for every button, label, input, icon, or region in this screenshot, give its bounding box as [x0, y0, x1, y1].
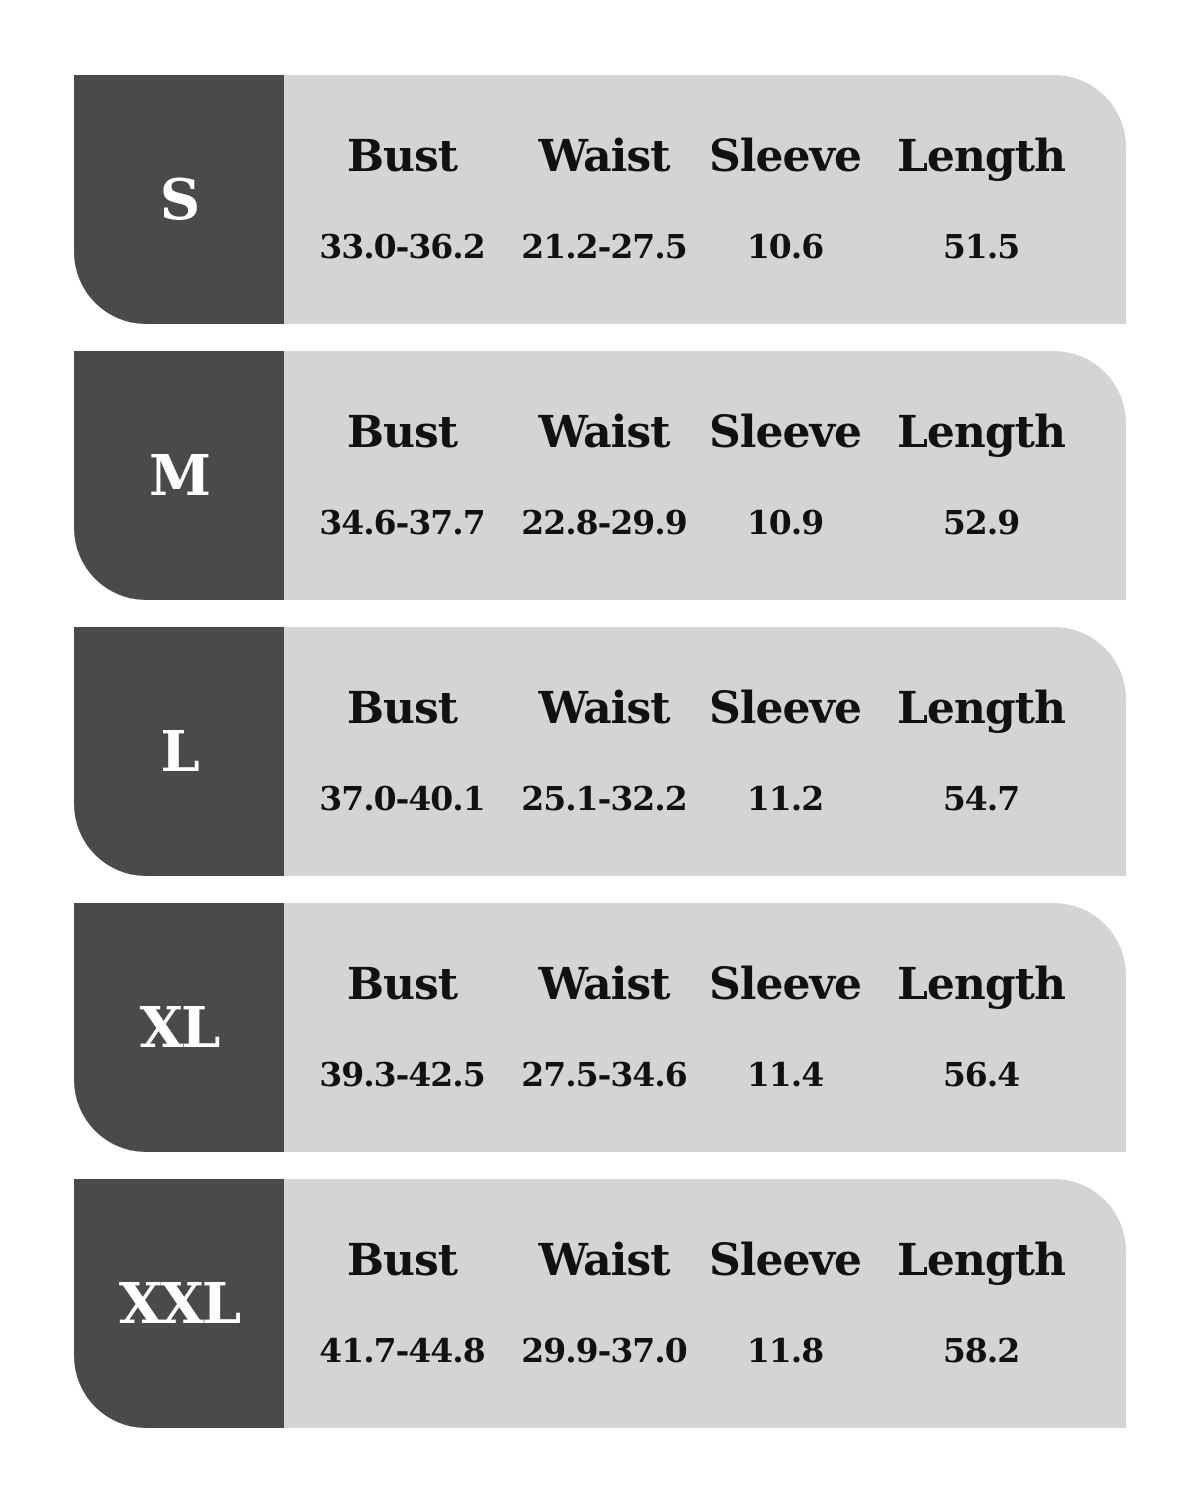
bust-header: Bust: [346, 131, 458, 182]
size-label-block: [74, 351, 284, 600]
bust-value: 39.3-42.5: [319, 1055, 485, 1094]
length-value: 58.2: [942, 1331, 1020, 1370]
measurements-panel: [284, 75, 1126, 324]
sleeve-value: 10.6: [746, 227, 824, 266]
size-label: S: [159, 166, 199, 233]
length-value: 56.4: [942, 1055, 1020, 1094]
sleeve-value: 11.2: [746, 779, 824, 818]
waist-header: Waist: [538, 407, 670, 458]
measurements-panel: [284, 627, 1126, 876]
bust-header: Bust: [346, 683, 458, 734]
size-label-block: [74, 627, 284, 876]
size-chart: [74, 75, 1126, 1428]
bust-value: 41.7-44.8: [319, 1331, 485, 1370]
sleeve-header: Sleeve: [708, 959, 862, 1010]
length-header: Length: [896, 1235, 1066, 1286]
size-label-block: [74, 1179, 284, 1428]
sleeve-header: Sleeve: [708, 683, 862, 734]
measurements-panel: [284, 1179, 1126, 1428]
waist-header: Waist: [538, 131, 670, 182]
size-label: M: [149, 442, 209, 509]
waist-value: 25.1-32.2: [521, 779, 687, 818]
length-value: 52.9: [942, 503, 1020, 542]
bust-value: 37.0-40.1: [319, 779, 485, 818]
bust-header: Bust: [346, 959, 458, 1010]
size-row-m: [74, 351, 1126, 600]
length-value: 51.5: [942, 227, 1020, 266]
size-label: XXL: [118, 1270, 240, 1337]
waist-value: 22.8-29.9: [521, 503, 687, 542]
sleeve-header: Sleeve: [708, 407, 862, 458]
size-label: L: [160, 718, 198, 785]
bust-header: Bust: [346, 1235, 458, 1286]
length-value: 54.7: [942, 779, 1020, 818]
size-row-xxl: [74, 1179, 1126, 1428]
sleeve-value: 10.9: [746, 503, 824, 542]
size-label: XL: [139, 994, 219, 1061]
size-row-xl: [74, 903, 1126, 1152]
waist-value: 29.9-37.0: [521, 1331, 687, 1370]
sleeve-header: Sleeve: [708, 1235, 862, 1286]
size-label-block: [74, 75, 284, 324]
length-header: Length: [896, 407, 1066, 458]
size-label-block: [74, 903, 284, 1152]
length-header: Length: [896, 683, 1066, 734]
bust-value: 33.0-36.2: [319, 227, 485, 266]
length-header: Length: [896, 131, 1066, 182]
waist-header: Waist: [538, 959, 670, 1010]
sleeve-value: 11.4: [746, 1055, 824, 1094]
length-header: Length: [896, 959, 1066, 1010]
bust-header: Bust: [346, 407, 458, 458]
measurements-panel: [284, 903, 1126, 1152]
size-row-s: [74, 75, 1126, 324]
waist-header: Waist: [538, 1235, 670, 1286]
waist-value: 27.5-34.6: [521, 1055, 687, 1094]
sleeve-value: 11.8: [746, 1331, 824, 1370]
waist-value: 21.2-27.5: [521, 227, 687, 266]
bust-value: 34.6-37.7: [319, 503, 485, 542]
sleeve-header: Sleeve: [708, 131, 862, 182]
measurements-panel: [284, 351, 1126, 600]
size-row-l: [74, 627, 1126, 876]
waist-header: Waist: [538, 683, 670, 734]
